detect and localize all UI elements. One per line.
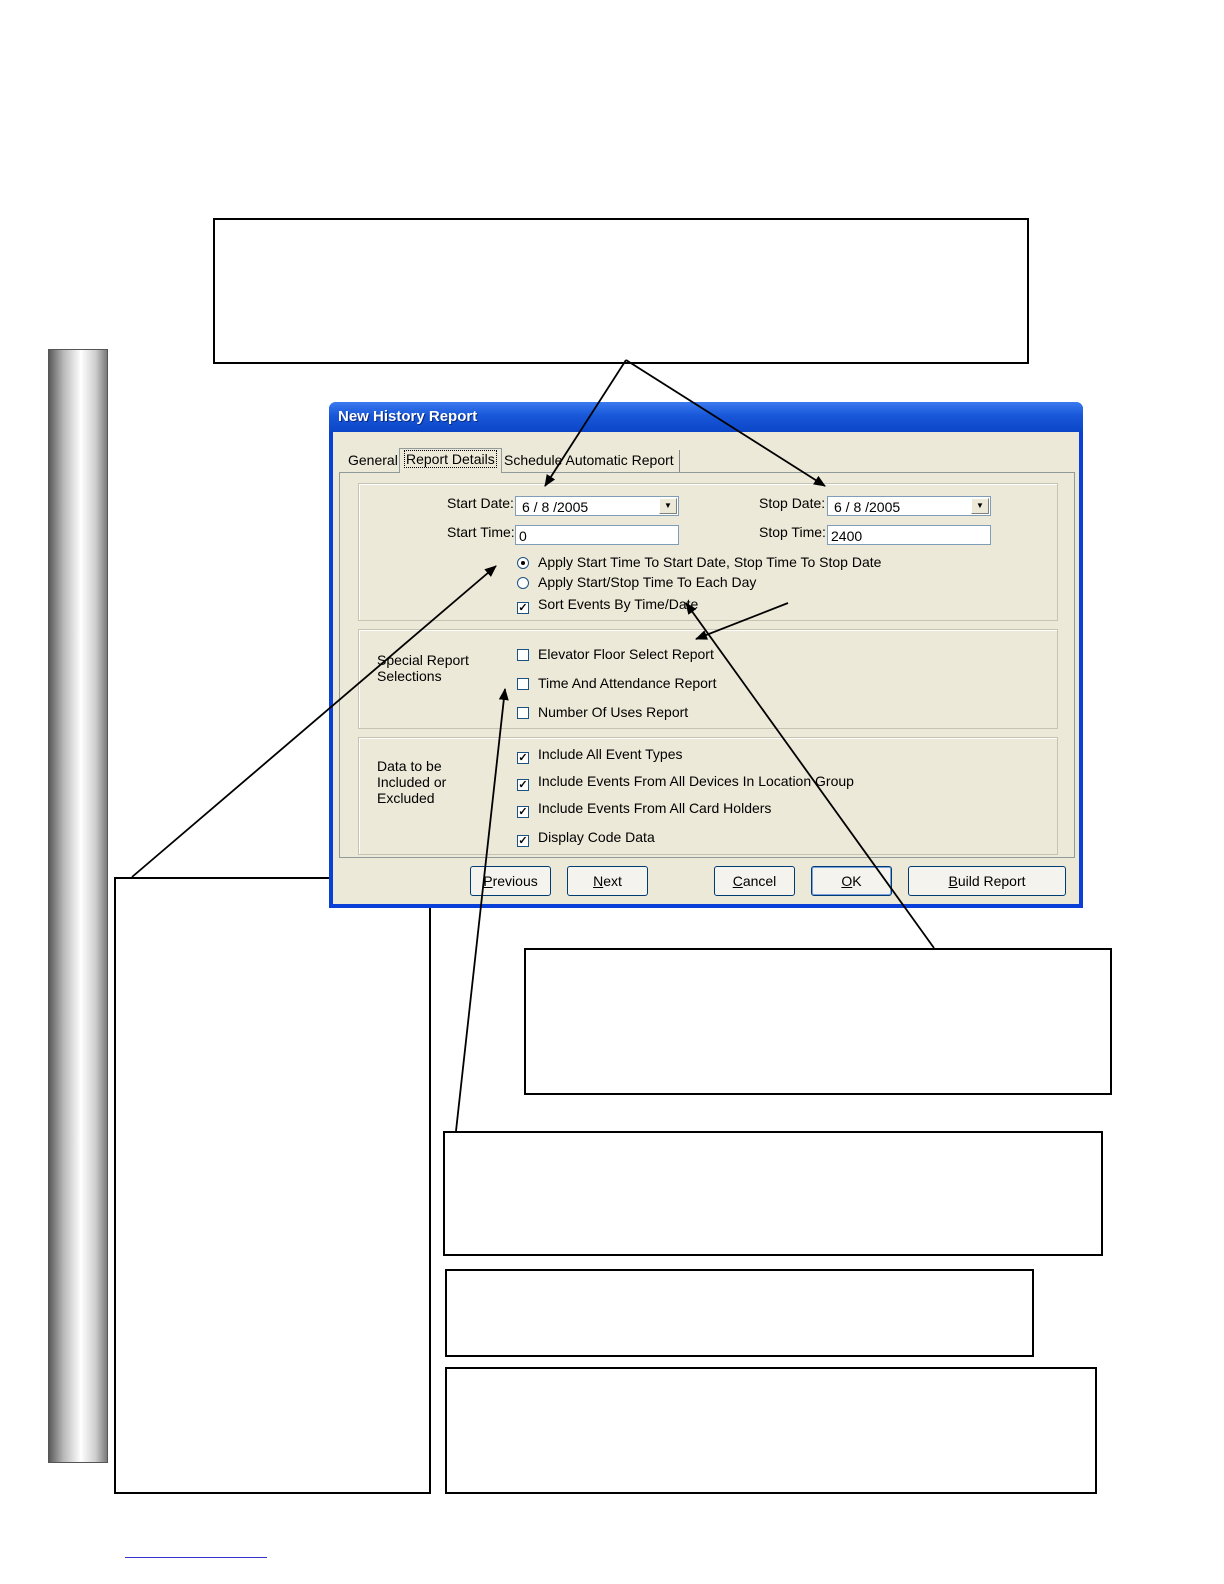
stop-date-label: Stop Date: [759,495,826,511]
cancel-label: ancel [742,873,777,889]
previous-mnemonic: P [483,873,493,889]
previous-label: revious [492,873,538,889]
special-group-label: Selections [377,668,442,684]
footer-rule [125,1557,267,1558]
special-report-label: Elevator Floor Select Report [538,646,714,662]
special-report-label: Number Of Uses Report [538,704,689,720]
dialog-title: New History Report [338,408,478,425]
start-date-value: 6 / 8 /2005 [522,499,589,515]
tab-report-details[interactable] [399,448,502,473]
stop-time-label: Stop Time: [759,524,826,540]
arrow-to-time-options [132,566,496,877]
tab-schedule-automatic-report[interactable]: Schedule Automatic Report [499,450,680,472]
build-report-label: uild Report [957,873,1026,889]
start-time-input[interactable]: 0 [515,525,679,545]
start-date-label: Start Date: [447,495,514,511]
time-option-label: Apply Start Time To Start Date, Stop Time To Stop Date [538,554,882,570]
data-group-label: Data to be [377,758,442,774]
arrow-to-sort-events-2 [686,603,934,948]
sort-events-label: Sort Events By Time/Date [538,596,699,612]
ok-mnemonic: O [841,873,853,889]
checkbox-checked-icon[interactable]: ✓ [518,806,528,818]
build-mnemonic: B [948,873,958,889]
stop-time-input[interactable]: 2400 [827,525,991,545]
data-option-label: Display Code Data [538,829,655,845]
next-label: ext [603,873,622,889]
data-option-label: Include Events From All Card Holders [538,800,772,816]
start-time-label: Start Time: [447,524,515,540]
arrow-to-start-date [545,360,626,486]
special-group-label: Special Report [377,652,469,668]
checkbox-checked-icon[interactable]: ✓ [518,752,528,764]
next-mnemonic: N [593,873,604,889]
arrow-to-stop-date [626,360,825,486]
time-option-label: Apply Start/Stop Time To Each Day [538,574,757,590]
data-group-label: Excluded [377,790,435,806]
arrow-to-sort-events [696,603,788,639]
tab-general[interactable]: General [343,450,404,472]
ok-label: K [852,873,862,889]
stop-date-value: 6 / 8 /2005 [834,499,901,515]
special-report-label: Time And Attendance Report [538,675,717,691]
data-option-label: Include All Event Types [538,746,683,762]
checkbox-checked-icon[interactable]: ✓ [518,779,528,791]
data-group-label: Included or [377,774,447,790]
chevron-down-icon[interactable]: ▼ [659,498,677,514]
chevron-down-icon[interactable]: ▼ [971,498,989,514]
tab-report-details-label: Report Details [406,451,495,467]
checkbox-checked-icon[interactable]: ✓ [518,835,528,847]
arrow-to-special-reports [456,689,505,1131]
checkbox-checked-icon[interactable]: ✓ [518,602,528,614]
data-option-label: Include Events From All Devices In Location Group [538,773,854,789]
cancel-mnemonic: C [732,873,743,889]
